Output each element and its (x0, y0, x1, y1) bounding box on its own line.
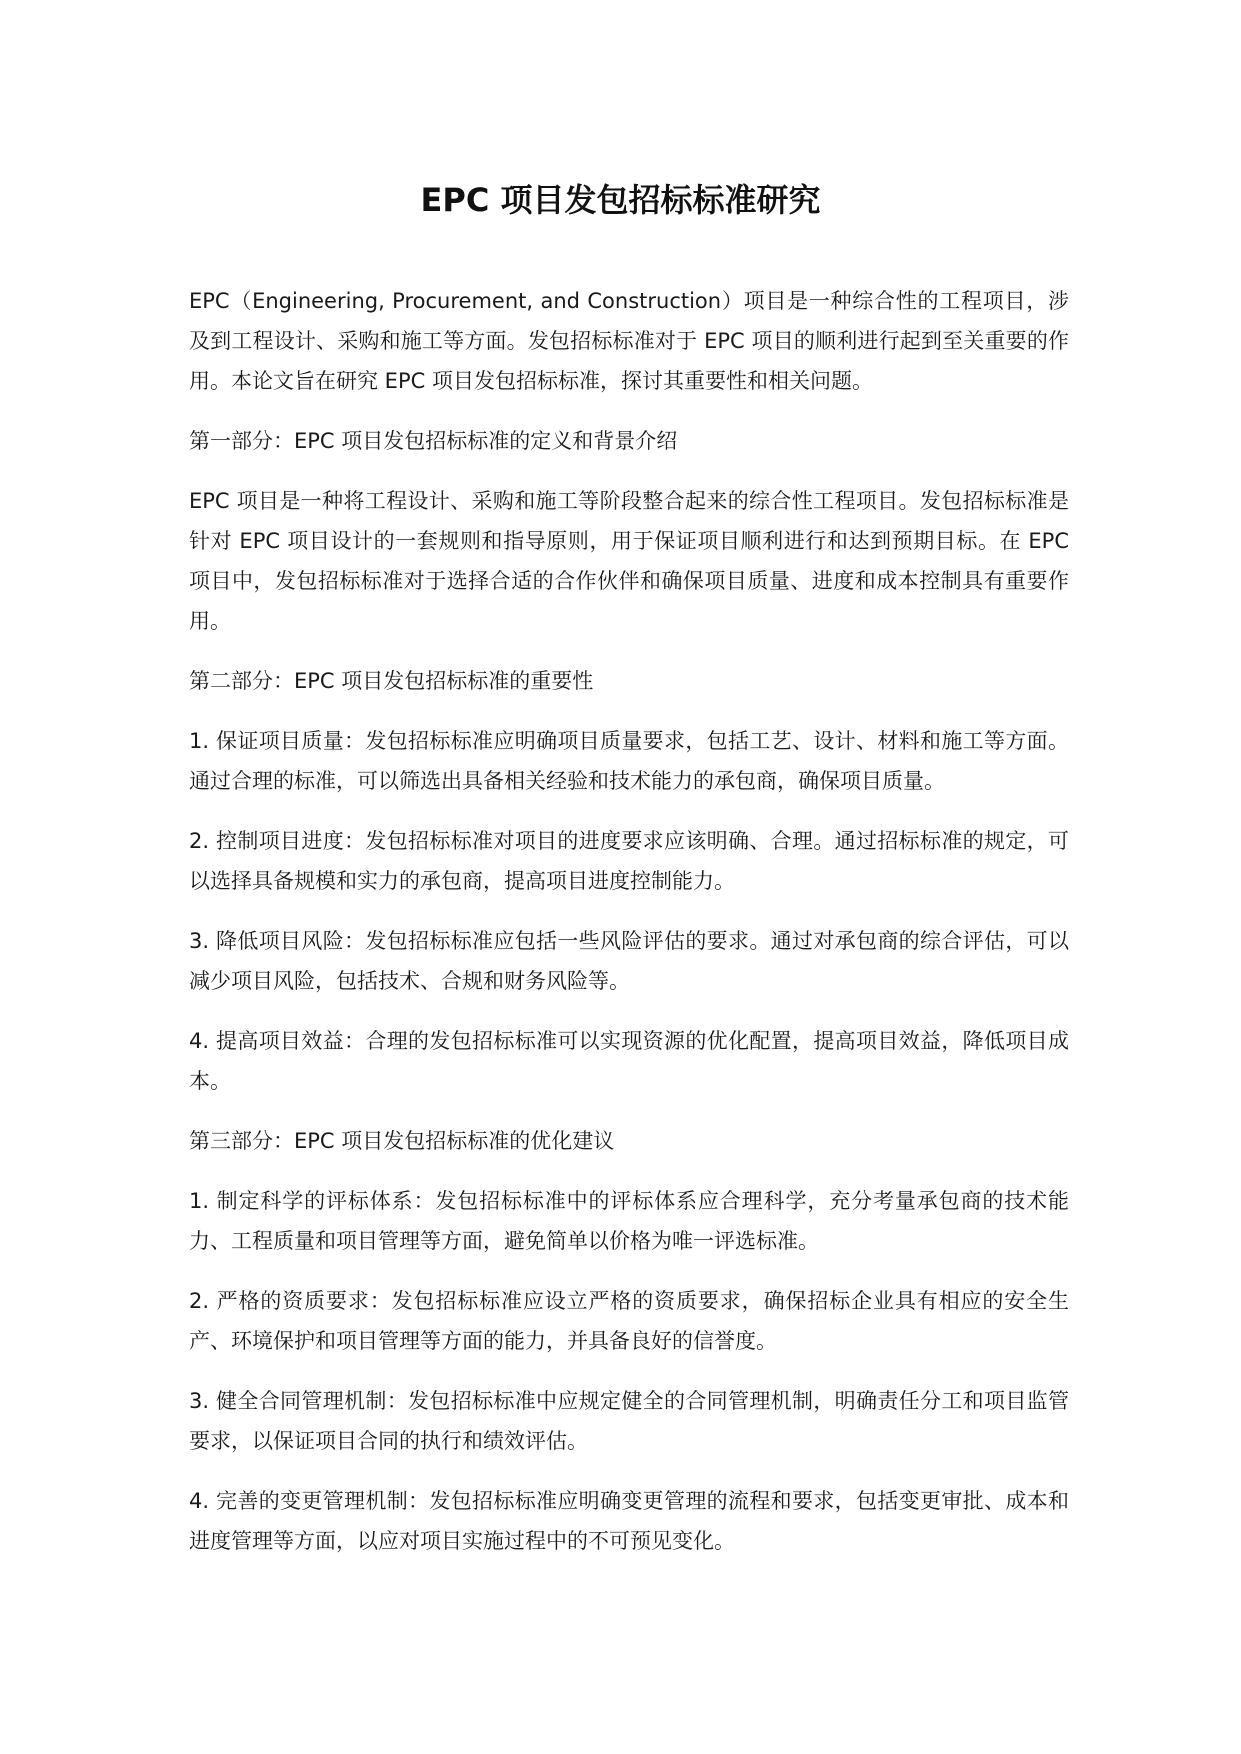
section-1-paragraph: EPC 项目是一种将工程设计、采购和施工等阶段整合起来的综合性工程项目。发包招标标准是针对 EPC 项目设计的一套规则和指导原则，用于保证项目顺利进行和达到预期目标。在 EPC 项目中，发包招标标准对于选择合适的合作伙伴和确保项目质量、进度和成本控制具有重要作用。 (189, 489, 1069, 633)
document-body (189, 281, 1069, 1581)
section-3-item-1: 1. 制定科学的评标体系：发包招标标准中的评标体系应合理科学，充分考量承包商的技术能力、工程质量和项目管理等方面，避免简单以价格为唯一评选标准。 (189, 1189, 1069, 1253)
section-3-item-3: 3. 健全合同管理机制：发包招标标准中应规定健全的合同管理机制，明确责任分工和项目监管要求，以保证项目合同的执行和绩效评估。 (189, 1389, 1069, 1453)
section-1-heading: 第一部分：EPC 项目发包招标标准的定义和背景介绍 (189, 429, 678, 453)
document-title: EPC 项目发包招标标准研究 (420, 181, 821, 219)
section-2-item-4: 4. 提高项目效益：合理的发包招标标准可以实现资源的优化配置，提高项目效益，降低项目成本。 (189, 1029, 1069, 1093)
section-2-item-2: 2. 控制项目进度：发包招标标准对项目的进度要求应该明确、合理。通过招标标准的规定，可以选择具备规模和实力的承包商，提高项目进度控制能力。 (189, 829, 1069, 893)
section-2-item-1: 1. 保证项目质量：发包招标标准应明确项目质量要求，包括工艺、设计、材料和施工等方面。通过合理的标准，可以筛选出具备相关经验和技术能力的承包商，确保项目质量。 (189, 729, 1069, 793)
section-3-item-2: 2. 严格的资质要求：发包招标标准应设立严格的资质要求，确保招标企业具有相应的安全生产、环境保护和项目管理等方面的能力，并具备良好的信誉度。 (189, 1289, 1069, 1353)
section-2-heading: 第二部分：EPC 项目发包招标标准的重要性 (189, 669, 594, 693)
intro-paragraph: EPC（Engineering, Procurement, and Construction）项目是一种综合性的工程项目，涉及到工程设计、采购和施工等方面。发包招标标准对于 EPC 项目的顺利进行起到至关重要的作用。本论文旨在研究 EPC 项目发包招标标准，探讨其重要性和相关问题。 (189, 289, 1069, 393)
section-3-heading: 第三部分：EPC 项目发包招标标准的优化建议 (189, 1129, 615, 1153)
section-3-item-4: 4. 完善的变更管理机制：发包招标标准应明确变更管理的流程和要求，包括变更审批、成本和进度管理等方面，以应对项目实施过程中的不可预见变化。 (189, 1489, 1069, 1553)
section-2-item-3: 3. 降低项目风险：发包招标标准应包括一些风险评估的要求。通过对承包商的综合评估，可以减少项目风险，包括技术、合规和财务风险等。 (189, 929, 1069, 993)
